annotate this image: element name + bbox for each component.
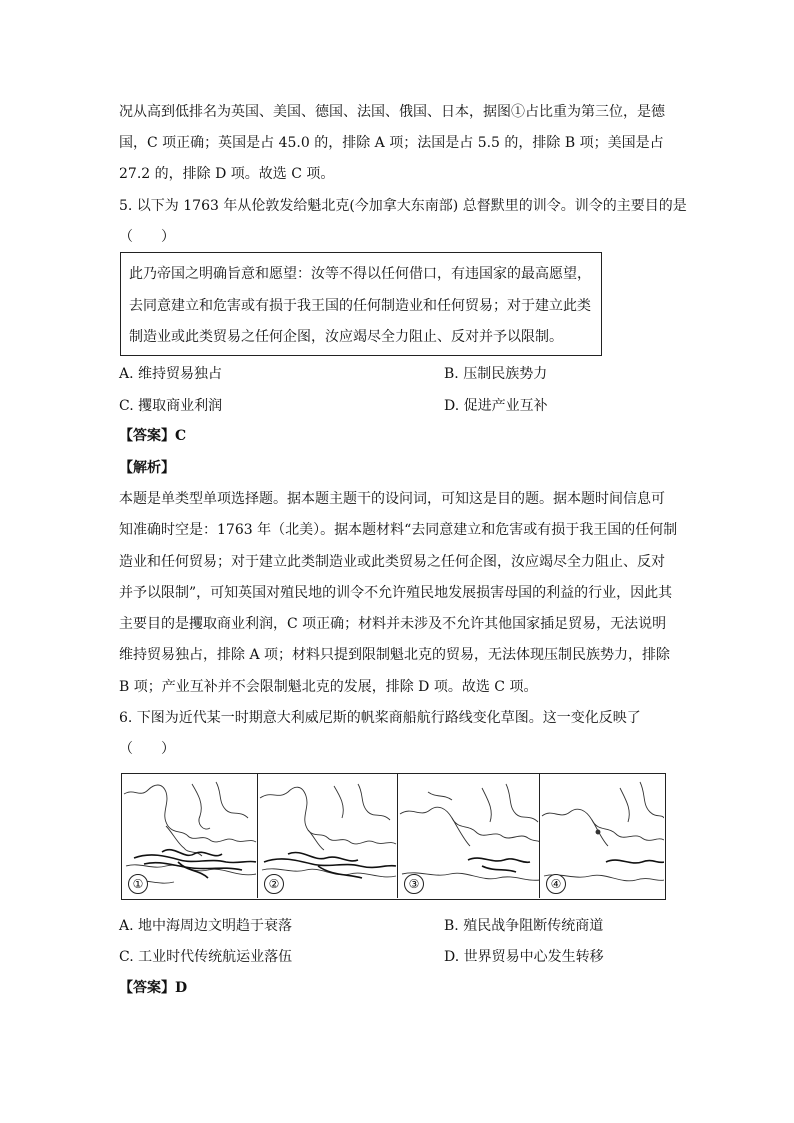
q6-option-b: B. 殖民战争阻断传统商道	[444, 918, 604, 934]
q5-analysis-line-4: 并予以限制”，可知英国对殖民地的训令不允许殖民地发展损害母国的利益的行业，因此其	[119, 585, 673, 601]
q5-option-b: B. 压制民族势力	[444, 366, 548, 382]
map-label-2: ②	[264, 874, 284, 894]
map-panel-2	[258, 774, 398, 898]
q5-analysis-line-7: B 项；产业互补并不会限制魁北克的发展，排除 D 项。故选 C 项。	[119, 679, 538, 695]
q5-stem-line-2: （ ）	[119, 229, 175, 245]
q5-answer: 【答案】C	[119, 428, 187, 444]
q5-quote-line-3: 制造业或此类贸易之任何企图，汝应竭尽全力阻止、反对并予以限制。	[129, 329, 563, 345]
map-label-3: ③	[404, 874, 424, 894]
q6-stem-line-2: （ ）	[119, 741, 175, 757]
map-panel-1	[122, 774, 258, 898]
q5-quote-box	[120, 252, 602, 356]
q5-option-d: D. 促进产业互补	[444, 398, 548, 414]
q5-quote-line-2: 去同意建立和危害或有损于我王国的任何制造业和任何贸易；对于建立此类	[129, 298, 591, 314]
q6-option-c: C. 工业时代传统航运业落伍	[119, 949, 293, 965]
q6-option-d: D. 世界贸易中心发生转移	[444, 949, 604, 965]
q5-quote-line-1: 此乃帝国之明确旨意和愿望：汝等不得以任何借口，有违国家的最高愿望，	[129, 266, 591, 282]
q6-option-a: A. 地中海周边文明趋于衰落	[119, 918, 293, 934]
q6-answer: 【答案】D	[119, 980, 188, 996]
q5-analysis-line-1: 本题是单类型单项选择题。据本题主题干的设问词，可知这是目的题。据本题时间信息可	[119, 491, 665, 507]
map-panel-3	[398, 774, 540, 898]
map-label-1: ①	[128, 874, 148, 894]
q5-analysis-line-2: 知准确时空是：1763 年（北美）。据本题材料“去同意建立和危害或有损于我王国的任何制	[119, 522, 678, 538]
q5-option-a: A. 维持贸易独占	[119, 366, 223, 382]
map-panel-4	[540, 774, 664, 898]
q5-stem-line-1: 5. 以下为 1763 年从伦敦发给魁北克(今加拿大东南部) 总督默里的训令。训令的主要目的是	[119, 198, 687, 214]
q5-option-c: C. 攫取商业利润	[119, 398, 223, 414]
q5-analysis-line-6: 维持贸易独占，排除 A 项；材料只提到限制魁北克的贸易，无法体现压制民族势力，排除	[119, 647, 671, 663]
q5-analysis-line-3: 造业和任何贸易；对于建立此类制造业或此类贸易之任何企图，汝应竭尽全力阻止、反对	[119, 554, 665, 570]
q6-stem-line-1: 6. 下图为近代某一时期意大利威尼斯的帆桨商船航行路线变化草图。这一变化反映了	[119, 710, 641, 726]
intro-line-1: 况从高到低排名为英国、美国、德国、法国、俄国、日本，据图①占比重为第三位，是德	[119, 104, 665, 120]
q5-analysis-line-5: 主要目的是攫取商业利润，C 项正确；材料并未涉及不允许其他国家插足贸易，无法说明	[119, 616, 667, 632]
route-maps-figure	[121, 773, 666, 900]
q5-analysis-title: 【解析】	[119, 460, 175, 476]
intro-line-3: 27.2 的，排除 D 项。故选 C 项。	[119, 166, 335, 182]
intro-line-2: 国，C 项正确；英国是占 45.0 的，排除 A 项；法国是占 5.5 的，排除 B 项；美国是占	[119, 135, 664, 151]
map-label-4: ④	[546, 874, 566, 894]
